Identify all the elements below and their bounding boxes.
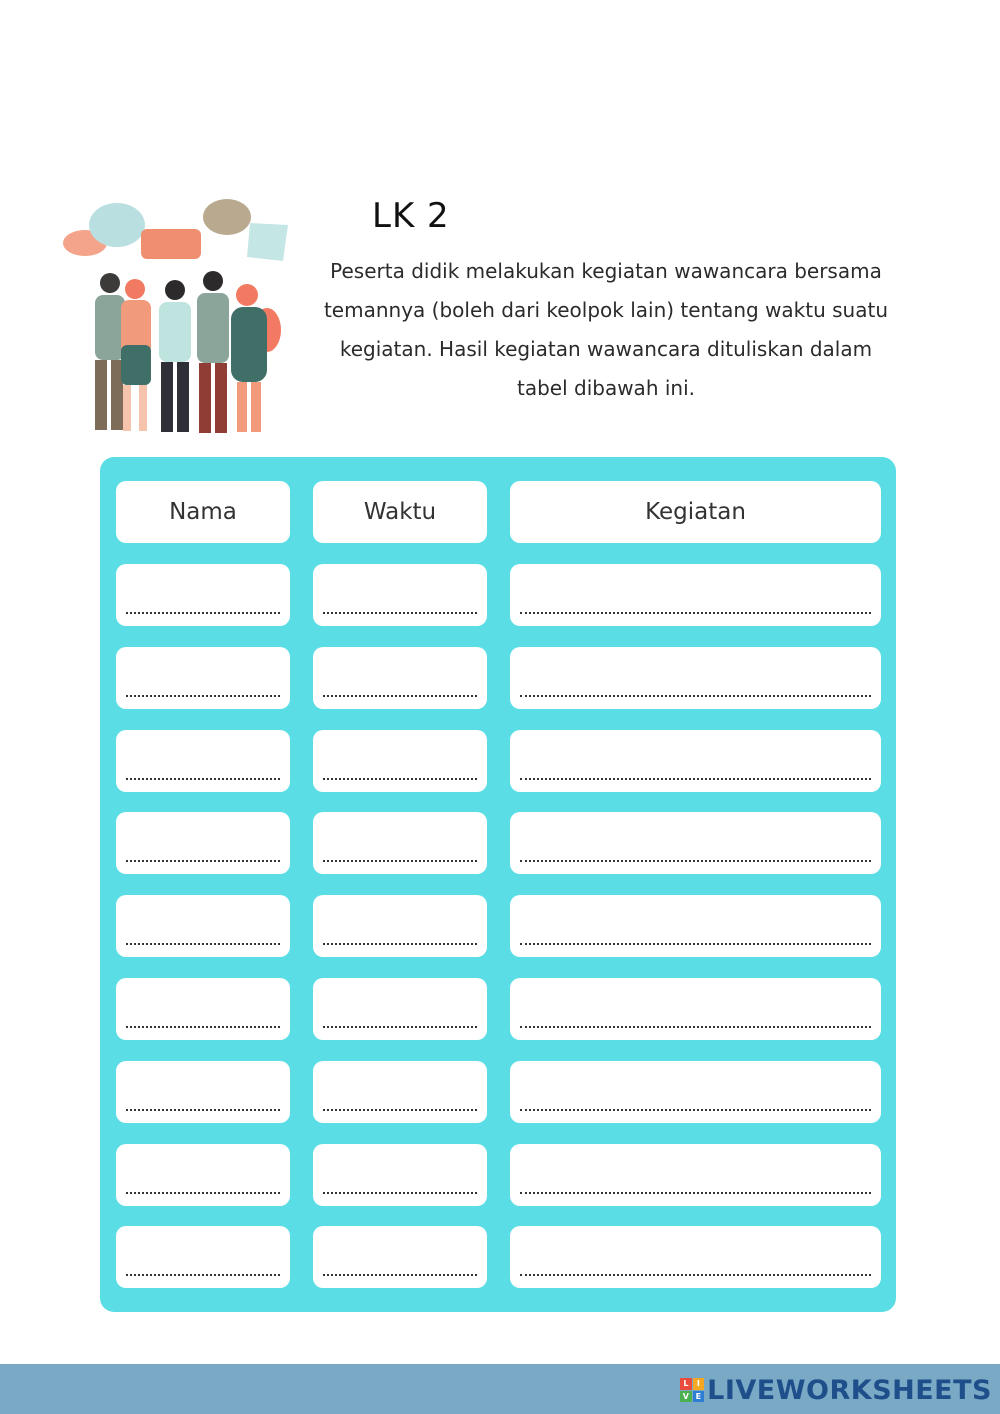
- answer-cell-kegiatan[interactable]: [510, 564, 881, 626]
- person-icon: [95, 273, 125, 430]
- answer-cell-kegiatan[interactable]: [510, 1061, 881, 1123]
- person-icon: [231, 284, 281, 432]
- answer-cell-kegiatan[interactable]: [510, 978, 881, 1040]
- answer-cell-kegiatan[interactable]: [510, 730, 881, 792]
- answer-cell-nama[interactable]: [116, 564, 290, 626]
- dotted-answer-line: [323, 1026, 477, 1028]
- instructions-text: Peserta didik melakukan kegiatan wawancara bersama temannya (boleh dari keolpok lain) tentang waktu suatu kegiatan. Hasil kegiatan wawancara dituliskan dalam tabel dibawah ini.: [323, 259, 889, 400]
- brand-name: LIVEWORKSHEETS: [707, 1374, 992, 1406]
- answer-cell-nama[interactable]: [116, 895, 290, 957]
- dotted-answer-line: [126, 612, 280, 614]
- answer-cell-nama[interactable]: [116, 812, 290, 874]
- dotted-answer-line: [126, 1274, 280, 1276]
- answer-cell-nama[interactable]: [116, 978, 290, 1040]
- speech-bubble-icon: [63, 199, 288, 261]
- answer-cell-nama[interactable]: [116, 647, 290, 709]
- dotted-answer-line: [520, 1109, 871, 1111]
- dotted-answer-line: [520, 1192, 871, 1194]
- answer-cell-kegiatan[interactable]: [510, 1226, 881, 1288]
- answer-cell-waktu[interactable]: [313, 647, 487, 709]
- dotted-answer-line: [520, 1026, 871, 1028]
- answer-cell-waktu[interactable]: [313, 1226, 487, 1288]
- dotted-answer-line: [126, 1109, 280, 1111]
- dotted-answer-line: [323, 1274, 477, 1276]
- dotted-answer-line: [126, 778, 280, 780]
- answer-cell-waktu[interactable]: [313, 1144, 487, 1206]
- dotted-answer-line: [520, 612, 871, 614]
- dotted-answer-line: [323, 1192, 477, 1194]
- dotted-answer-line: [126, 1026, 280, 1028]
- liveworksheets-logo: [680, 1374, 992, 1406]
- dotted-answer-line: [323, 695, 477, 697]
- dotted-answer-line: [323, 1109, 477, 1111]
- dotted-answer-line: [520, 860, 871, 862]
- dotted-answer-line: [520, 943, 871, 945]
- answer-cell-waktu[interactable]: [313, 978, 487, 1040]
- answer-cell-kegiatan[interactable]: [510, 647, 881, 709]
- answer-cell-nama[interactable]: [116, 1061, 290, 1123]
- column-header-nama: Nama: [116, 481, 290, 543]
- dotted-answer-line: [323, 778, 477, 780]
- dotted-answer-line: [323, 612, 477, 614]
- answer-cell-kegiatan[interactable]: [510, 1144, 881, 1206]
- dotted-answer-line: [323, 860, 477, 862]
- dotted-answer-line: [520, 695, 871, 697]
- answer-cell-kegiatan[interactable]: [510, 895, 881, 957]
- dotted-answer-line: [323, 943, 477, 945]
- dotted-answer-line: [126, 1192, 280, 1194]
- person-icon: [197, 271, 229, 433]
- worksheet-title: LK 2: [372, 196, 450, 236]
- column-header-waktu: Waktu: [313, 481, 487, 543]
- dotted-answer-line: [126, 860, 280, 862]
- answer-cell-nama[interactable]: [116, 1144, 290, 1206]
- person-icon: [159, 280, 191, 432]
- dotted-answer-line: [520, 778, 871, 780]
- answer-cell-waktu[interactable]: [313, 564, 487, 626]
- dotted-answer-line: [126, 943, 280, 945]
- column-header-kegiatan: Kegiatan: [510, 481, 881, 543]
- people-talking-illustration: [55, 195, 295, 445]
- interview-table: [100, 457, 896, 1312]
- person-icon: [121, 279, 151, 431]
- answer-cell-waktu[interactable]: [313, 812, 487, 874]
- footer-bar: [0, 1364, 1000, 1414]
- answer-cell-waktu[interactable]: [313, 730, 487, 792]
- answer-cell-kegiatan[interactable]: [510, 812, 881, 874]
- answer-cell-waktu[interactable]: [313, 1061, 487, 1123]
- liveworksheets-logo-icon: L I V E: [680, 1378, 704, 1402]
- answer-cell-nama[interactable]: [116, 730, 290, 792]
- answer-cell-waktu[interactable]: [313, 895, 487, 957]
- dotted-answer-line: [520, 1274, 871, 1276]
- dotted-answer-line: [126, 695, 280, 697]
- answer-cell-nama[interactable]: [116, 1226, 290, 1288]
